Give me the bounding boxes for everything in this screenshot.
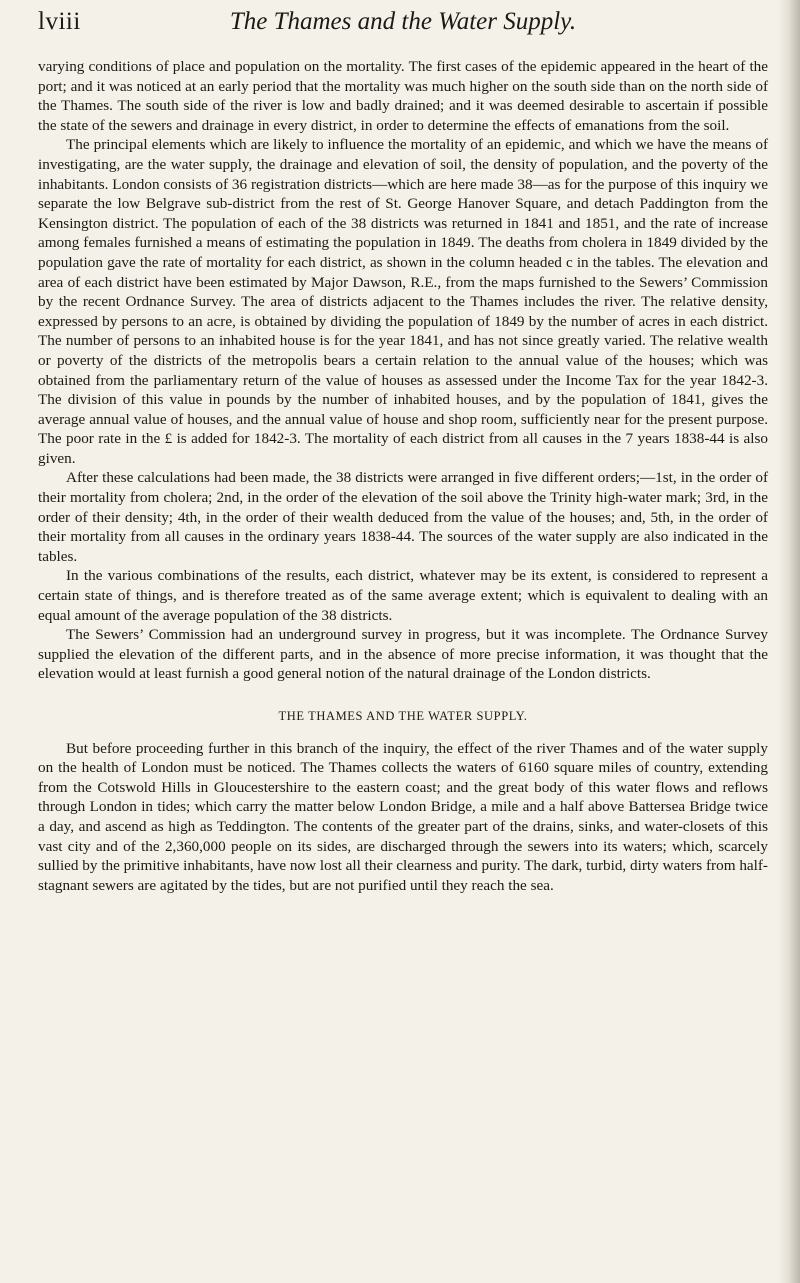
paragraph: The principal elements which are likely to influence the mortality of an epidemic, and which we have the means of investigating, are the water supply, the drainage and elevation of soil, the density of population, and the poverty of the inhabitants. London consists of 36 registration districts—which are here made 38—as for the purpose of this inquiry we separate the low Belgrave sub-district from the rest of St. George Hanover Square, and detach Paddington from the Kensington district. The population of each of the 38 districts was returned in 1841 and 1851, and the rate of increase among females furnished a means of estimating the population in 1849. The deaths from cholera in 1849 divided by the population gave the rate of mortality for each district, as shown in the column headed c in the tables. The elevation and area of each district have been estimated by Major Dawson, R.E., from the maps furnished to the Sewers’ Commission by the recent Ordnance Survey. The area of districts adjacent to the Thames includes the river. The relative density, expressed by persons to an acre, is obtained by dividing the population of 1849 by the number of acres in each district. The number of persons to an inhabited house is for the year 1841, and has not since greatly varied. The relative wealth or poverty of the districts of the metropolis bears a certain relation to the annual value of the houses; which was obtained from the parliamentary return of the value of houses as assessed under the Income Tax for the year 1842-3. The division of this value in pounds by the number of inhabited houses, and by the population of 1841, gives the average annual value of houses, and the annual value of house and shop room, sufficiently near for the present purpose. The poor rate in the £ is added for 1842-3. The mortality of each district from all causes in the 7 years 1838-44 is also given. [38,136,768,467]
page-edge-shadow [778,0,800,1283]
paragraph: The Sewers’ Commission had an underground survey in progress, but it was incomplete. The Ordnance Survey supplied the elevation of the different parts, and in the absence of more precise information, it was thought that the elevation would at least furnish a good general notion of the natural drainage of the London districts. [38,626,768,683]
page-number: lviii [38,8,81,35]
paragraph: In the various combinations of the results, each district, whatever may be its extent, is considered to represent a certain state of things, and is therefore treated as of the same average extent; which is equivalent to dealing with an equal amount of the average population of the 38 districts. [38,567,768,624]
paragraph: varying conditions of place and population on the mortality. The first cases of the epidemic appeared in the heart of the port; and it was noticed at an early period that the mortality was much higher on the south side than on the north side of the Thames. The south side of the river is low and badly drained; and it was deemed desirable to ascertain if possible the state of the sewers and drainage in every district, in order to determine the effects of emanations from the soil. [38,58,768,134]
running-title: The Thames and the Water Supply. [229,8,577,35]
paragraph: After these calculations had been made, the 38 districts were arranged in five different orders;—1st, in the order of their mortality from cholera; 2nd, in the order of the elevation of the soil above the Trinity high-water mark; 3rd, in the order of their density; 4th, in the order of their wealth deduced from the value of the houses; and, 5th, in the order of their mortality from all causes in the ordinary years 1838-44. The sources of the water supply are also indicated in the tables. [38,469,768,565]
paragraph: But before proceeding further in this branch of the inquiry, the effect of the river Thames and of the water supply on the health of London must be noticed. The Thames collects the waters of 6160 square miles of country, extending from the Cotswold Hills in Gloucestershire to the eastern coast; and the great body of this water flows and reflows through London in tides; which carry the matter below London Bridge, a mile and a half above Battersea Bridge twice a day, and ascend as high as Teddington. The contents of the greater part of the drains, sinks, and water-closets of this vast city and of the 2,360,000 people on its sides, are discharged through the sewers into its waters; which, scarcely sullied by the primitive inhabitants, have now lost all their clearness and purity. The dark, turbid, dirty waters from half-stagnant sewers are agitated by the tides, but are not purified until they reach the sea. [38,739,768,894]
section-heading: THE THAMES AND THE WATER SUPPLY. [278,709,528,723]
page-header [38,8,768,42]
body-text [38,57,768,895]
